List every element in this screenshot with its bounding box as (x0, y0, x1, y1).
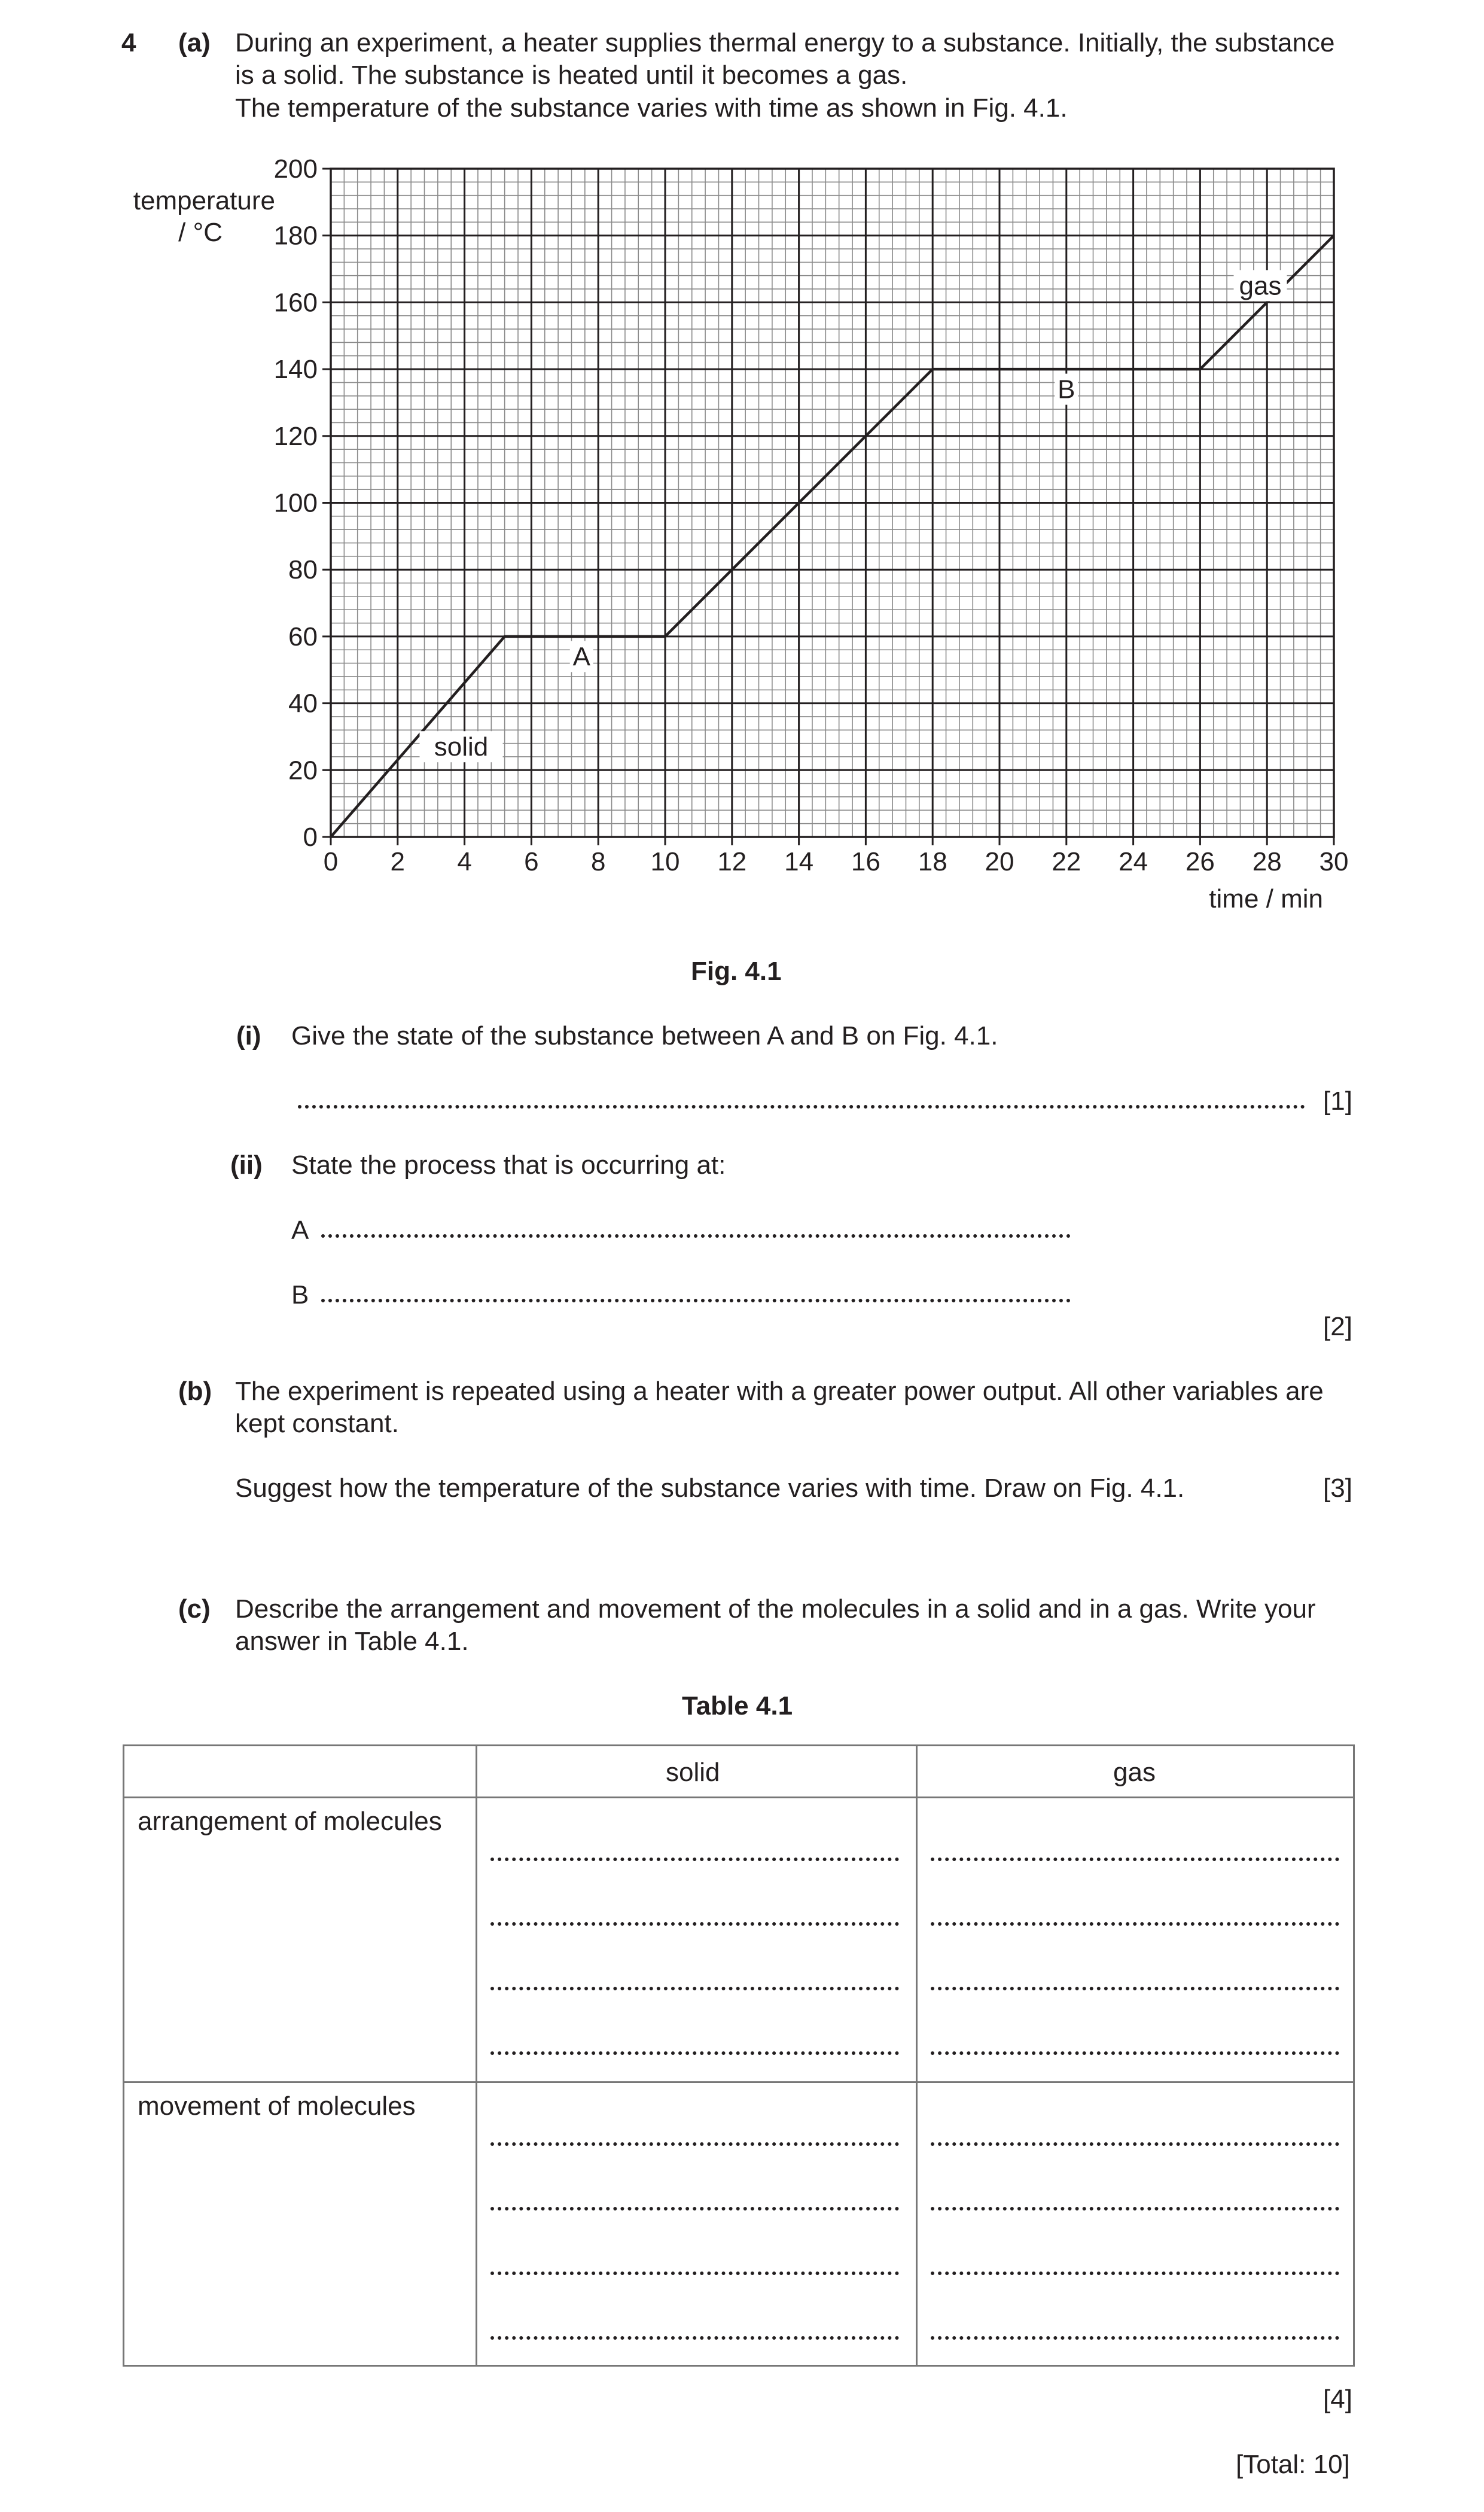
marks-i: [1] (1323, 1086, 1352, 1116)
y-tick-label: 180 (273, 221, 318, 251)
x-tick-label: 24 (1119, 847, 1148, 876)
part-c-label: (c) (178, 1594, 211, 1624)
annotation-a: A (572, 642, 590, 672)
x-tick-label: 6 (524, 847, 539, 876)
y-tick-label: 20 (288, 756, 318, 785)
table-row-arrangement: arrangement of molecules (138, 1807, 442, 1836)
y-tick-label: 200 (273, 154, 318, 184)
figure-caption: Fig. 4.1 (691, 957, 782, 986)
x-tick-label: 12 (717, 847, 747, 876)
table-divider-col-2 (916, 1746, 918, 2365)
sub-i-text: Give the state of the substance between A and B on Fig. 4.1. (291, 1021, 998, 1051)
part-a-label: (a) (178, 28, 211, 57)
x-tick-label: 4 (457, 847, 472, 876)
annotation-solid: solid (434, 732, 489, 762)
y-tick-label: 40 (288, 689, 318, 718)
annotation-b: B (1058, 374, 1075, 404)
table-divider-row (124, 2081, 1353, 2083)
solid-movement-line-3[interactable] (490, 2272, 899, 2275)
answer-line-process-a[interactable] (321, 1234, 1071, 1238)
x-tick-label: 28 (1252, 847, 1282, 876)
gas-arrangement-line-4[interactable] (931, 2051, 1339, 2055)
y-axis-label-line1: temperature (133, 186, 275, 215)
solid-arrangement-line-3[interactable] (490, 1987, 899, 1990)
y-tick-label: 80 (288, 555, 318, 585)
solid-movement-line-2[interactable] (490, 2207, 899, 2210)
part-a-line-3: The temperature of the substance varies with time as shown in Fig. 4.1. (235, 93, 1068, 123)
part-a-line-2: is a solid. The substance is heated until it becomes a gas. (235, 60, 908, 90)
solid-arrangement-line-2[interactable] (490, 1922, 899, 1926)
y-tick-label: 0 (303, 823, 318, 852)
total-marks: [Total: 10] (1236, 2450, 1350, 2479)
annotation-gas: gas (1239, 271, 1282, 301)
gas-arrangement-line-1[interactable] (931, 1858, 1339, 1861)
x-tick-label: 16 (851, 847, 880, 876)
solid-movement-line-4[interactable] (490, 2336, 899, 2340)
marks-c: [4] (1323, 2385, 1352, 2414)
x-tick-label: 0 (323, 847, 339, 876)
solid-movement-line-1[interactable] (490, 2142, 899, 2146)
gas-arrangement-line-2[interactable] (931, 1922, 1339, 1926)
gas-movement-line-3[interactable] (931, 2272, 1339, 2275)
table-header-solid: solid (666, 1758, 720, 1787)
answer-line-process-b[interactable] (321, 1299, 1071, 1302)
temperature-time-graph (0, 0, 1484, 957)
marks-ii: [2] (1323, 1312, 1352, 1341)
gas-movement-line-1[interactable] (931, 2142, 1339, 2146)
part-c-line-1: Describe the arrangement and movement of the molecules in a solid and in a gas. Write your (235, 1594, 1316, 1624)
marks-b: [3] (1323, 1473, 1352, 1503)
table-divider-col-1 (476, 1746, 477, 2365)
gas-movement-line-4[interactable] (931, 2336, 1339, 2340)
part-b-line-1: The experiment is repeated using a heater with a greater power output. All other variables are (235, 1377, 1324, 1406)
gas-movement-line-2[interactable] (931, 2207, 1339, 2210)
process-b-label: B (291, 1280, 309, 1310)
x-tick-label: 2 (390, 847, 406, 876)
x-tick-label: 10 (650, 847, 680, 876)
part-c-line-2: answer in Table 4.1. (235, 1627, 469, 1656)
table-caption: Table 4.1 (682, 1691, 793, 1721)
answer-table (123, 1744, 1355, 2367)
x-tick-label: 18 (918, 847, 947, 876)
table-header-gas: gas (1113, 1758, 1156, 1787)
x-tick-label: 14 (784, 847, 814, 876)
y-tick-label: 140 (273, 355, 318, 385)
y-tick-label: 160 (273, 288, 318, 318)
x-tick-label: 8 (590, 847, 606, 876)
y-axis-label-line2: / °C (178, 218, 223, 247)
process-a-label: A (291, 1216, 309, 1245)
x-tick-label: 26 (1185, 847, 1215, 876)
table-row-movement: movement of molecules (138, 2091, 416, 2121)
table-divider-header (124, 1797, 1353, 1798)
part-a-line-1: During an experiment, a heater supplies thermal energy to a substance. Initially, the substance (235, 28, 1335, 57)
x-axis-label: time / min (1209, 884, 1323, 914)
x-tick-label: 30 (1319, 847, 1349, 876)
y-tick-label: 60 (288, 622, 318, 651)
y-tick-label: 120 (273, 421, 318, 451)
x-tick-label: 22 (1052, 847, 1081, 876)
solid-arrangement-line-1[interactable] (490, 1858, 899, 1861)
question-number: 4 (121, 28, 136, 57)
gas-arrangement-line-3[interactable] (931, 1987, 1339, 1990)
answer-line-i[interactable] (298, 1105, 1305, 1109)
sub-ii-text: State the process that is occurring at: (291, 1150, 726, 1180)
x-tick-label: 20 (985, 847, 1014, 876)
solid-arrangement-line-4[interactable] (490, 2051, 899, 2055)
y-tick-label: 100 (273, 488, 318, 518)
part-b-line-2: kept constant. (235, 1409, 399, 1438)
sub-ii-label: (ii) (230, 1150, 263, 1180)
part-b-line-3: Suggest how the temperature of the substance varies with time. Draw on Fig. 4.1. (235, 1473, 1185, 1503)
part-b-label: (b) (178, 1377, 212, 1406)
sub-i-label: (i) (236, 1021, 261, 1051)
